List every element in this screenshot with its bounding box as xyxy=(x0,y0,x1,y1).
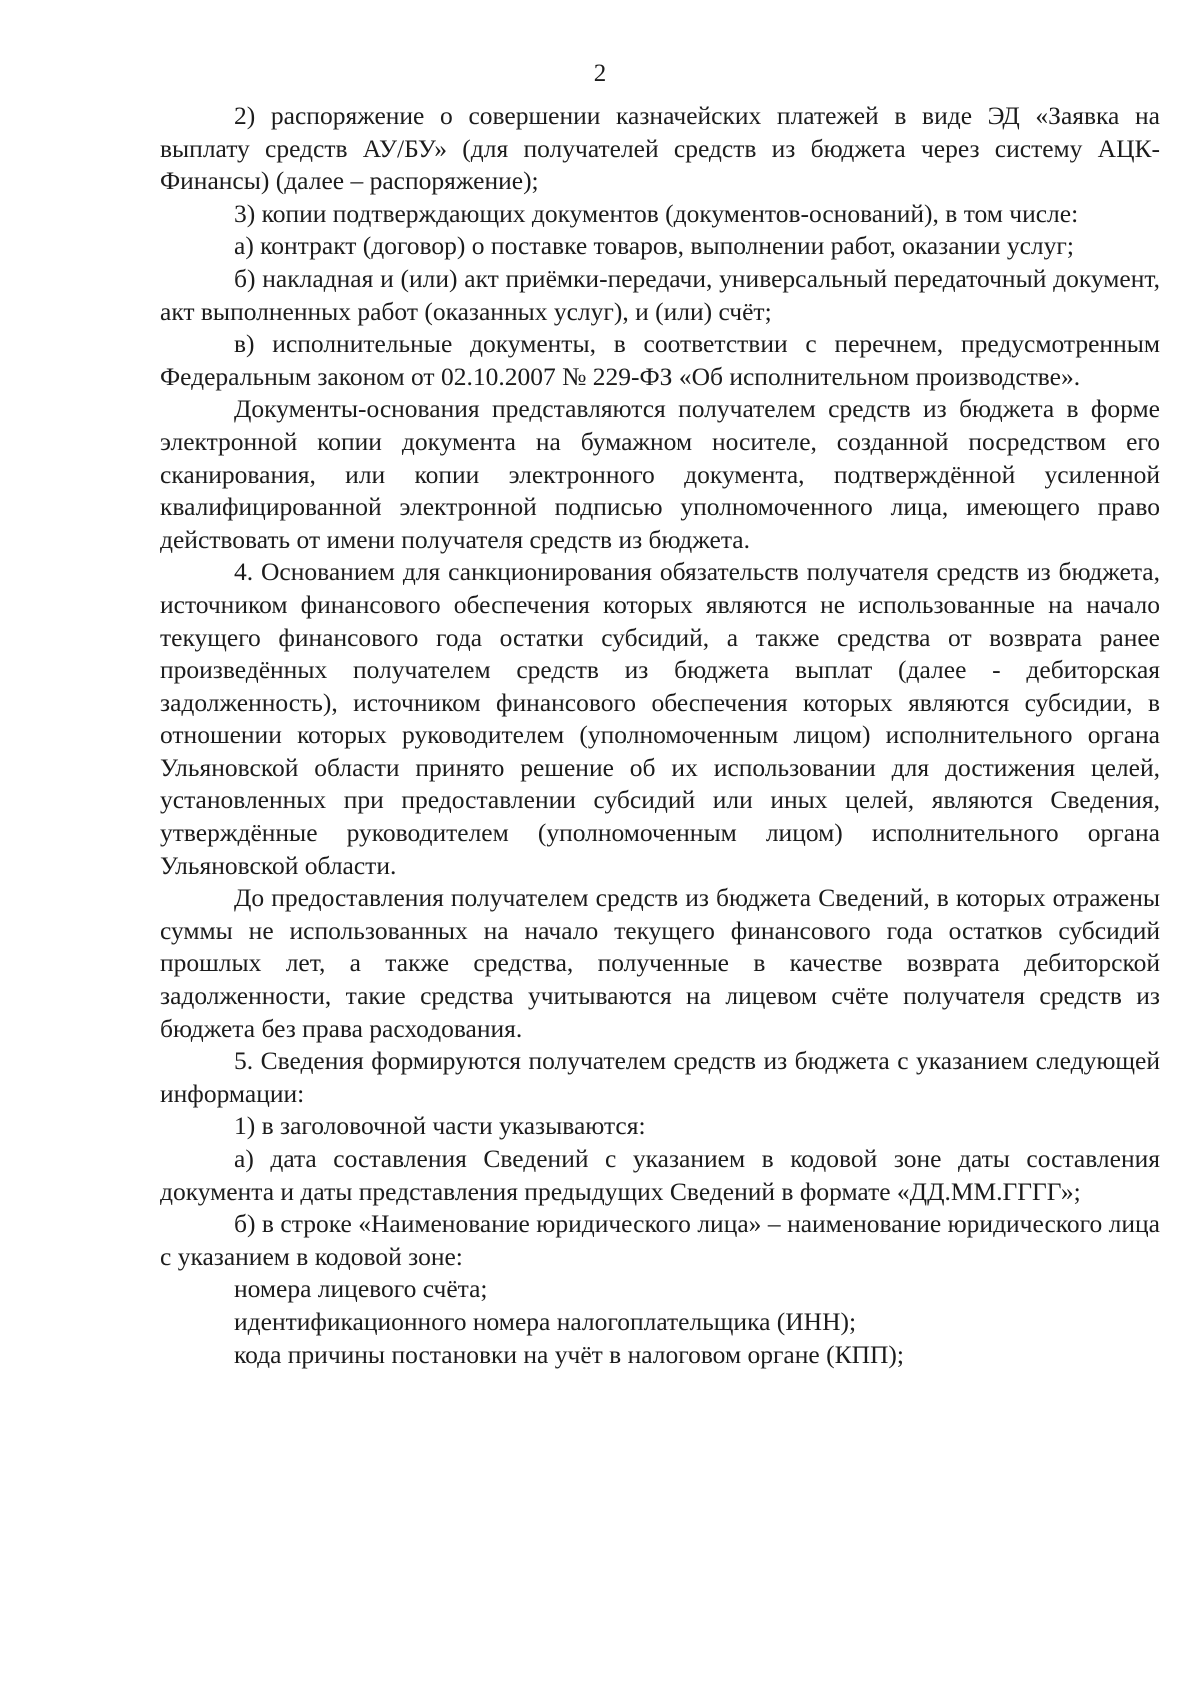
page-number: 2 xyxy=(593,60,607,87)
paragraph-9: 5. Сведения формируются получателем средств из бюджета с указанием следующей информации: xyxy=(160,1046,1160,1108)
paragraph-15: кода причины постановки на учёт в налоговом органе (КПП); xyxy=(234,1339,904,1369)
paragraph-5: в) исполнительные документы, в соответствии с перечнем, предусмотренным Федеральным законом от 02.10.2007 № 229-ФЗ «Об исполнительном производстве». xyxy=(160,329,1160,391)
paragraph-13: номера лицевого счёта; xyxy=(234,1274,488,1304)
paragraph-3: а) контракт (договор) о поставке товаров, выполнении работ, оказании услуг; xyxy=(234,231,1074,261)
paragraph-4: б) накладная и (или) акт приёмки-передачи, универсальный передаточный документ, акт выполненных работ (оказанных услуг), и (или) счёт; xyxy=(160,263,1160,326)
document-body xyxy=(160,100,1160,1371)
paragraph-1: 2) распоряжение о совершении казначейских платежей в виде ЭД «Заявка на выплату средств АУ/БУ» (для получателей средств из бюджета через систему АЦК-Финансы) (далее – распоряжение); xyxy=(160,101,1160,196)
paragraph-8: До предоставления получателем средств из бюджета Сведений, в которых отражены суммы не использованных на начало текущего финансового года остатков субсидий прошлых лет, а также средства, полученные в качестве возврата дебиторской задолженности, такие средства учитываются на лицевом счёте получателя средств из бюджета без права расходования. xyxy=(160,883,1160,1043)
paragraph-12: б) в строке «Наименование юридического лица» – наименование юридического лица с указанием в кодовой зоне: xyxy=(160,1209,1160,1271)
paragraph-10: 1) в заголовочной части указываются: xyxy=(234,1111,646,1141)
paragraph-11: а) дата составления Сведений с указанием в кодовой зоне даты составления документа и даты представления предыдущих Сведений в формате «ДД.ММ.ГГГГ»; xyxy=(160,1144,1160,1206)
paragraph-7: 4. Основанием для санкционирования обязательств получателя средств из бюджета, источником финансового обеспечения которых являются не использованные на начало текущего финансового года остатки субсидий, а также средства от возврата ранее произведённых получателем средств из бюджета выплат (далее - дебиторская задолженность), источником финансового обеспечения которых являются субсидии, в отношении которых руководителем (уполномоченным лицом) исполнительного органа Ульяновской области принято решение об их использовании для достижения целей, установленных при предоставлении субсидий или иных целей, являются Сведения, утверждённые руководителем (уполномоченным лицом) исполнительного органа Ульяновской области. xyxy=(160,557,1160,880)
paragraph-6: Документы-основания представляются получателем средств из бюджета в форме электронной копии документа на бумажном носителе, созданной посредством его сканирования, или копии электронного документа, подтверждённой усиленной квалифицированной электронной подписью уполномоченного лица, имеющего право действовать от имени получателя средств из бюджета. xyxy=(160,394,1160,554)
paragraph-14: идентификационного номера налогоплательщика (ИНН); xyxy=(234,1306,857,1336)
paragraph-2: 3) копии подтверждающих документов (документов-оснований), в том числе: xyxy=(234,198,1079,228)
